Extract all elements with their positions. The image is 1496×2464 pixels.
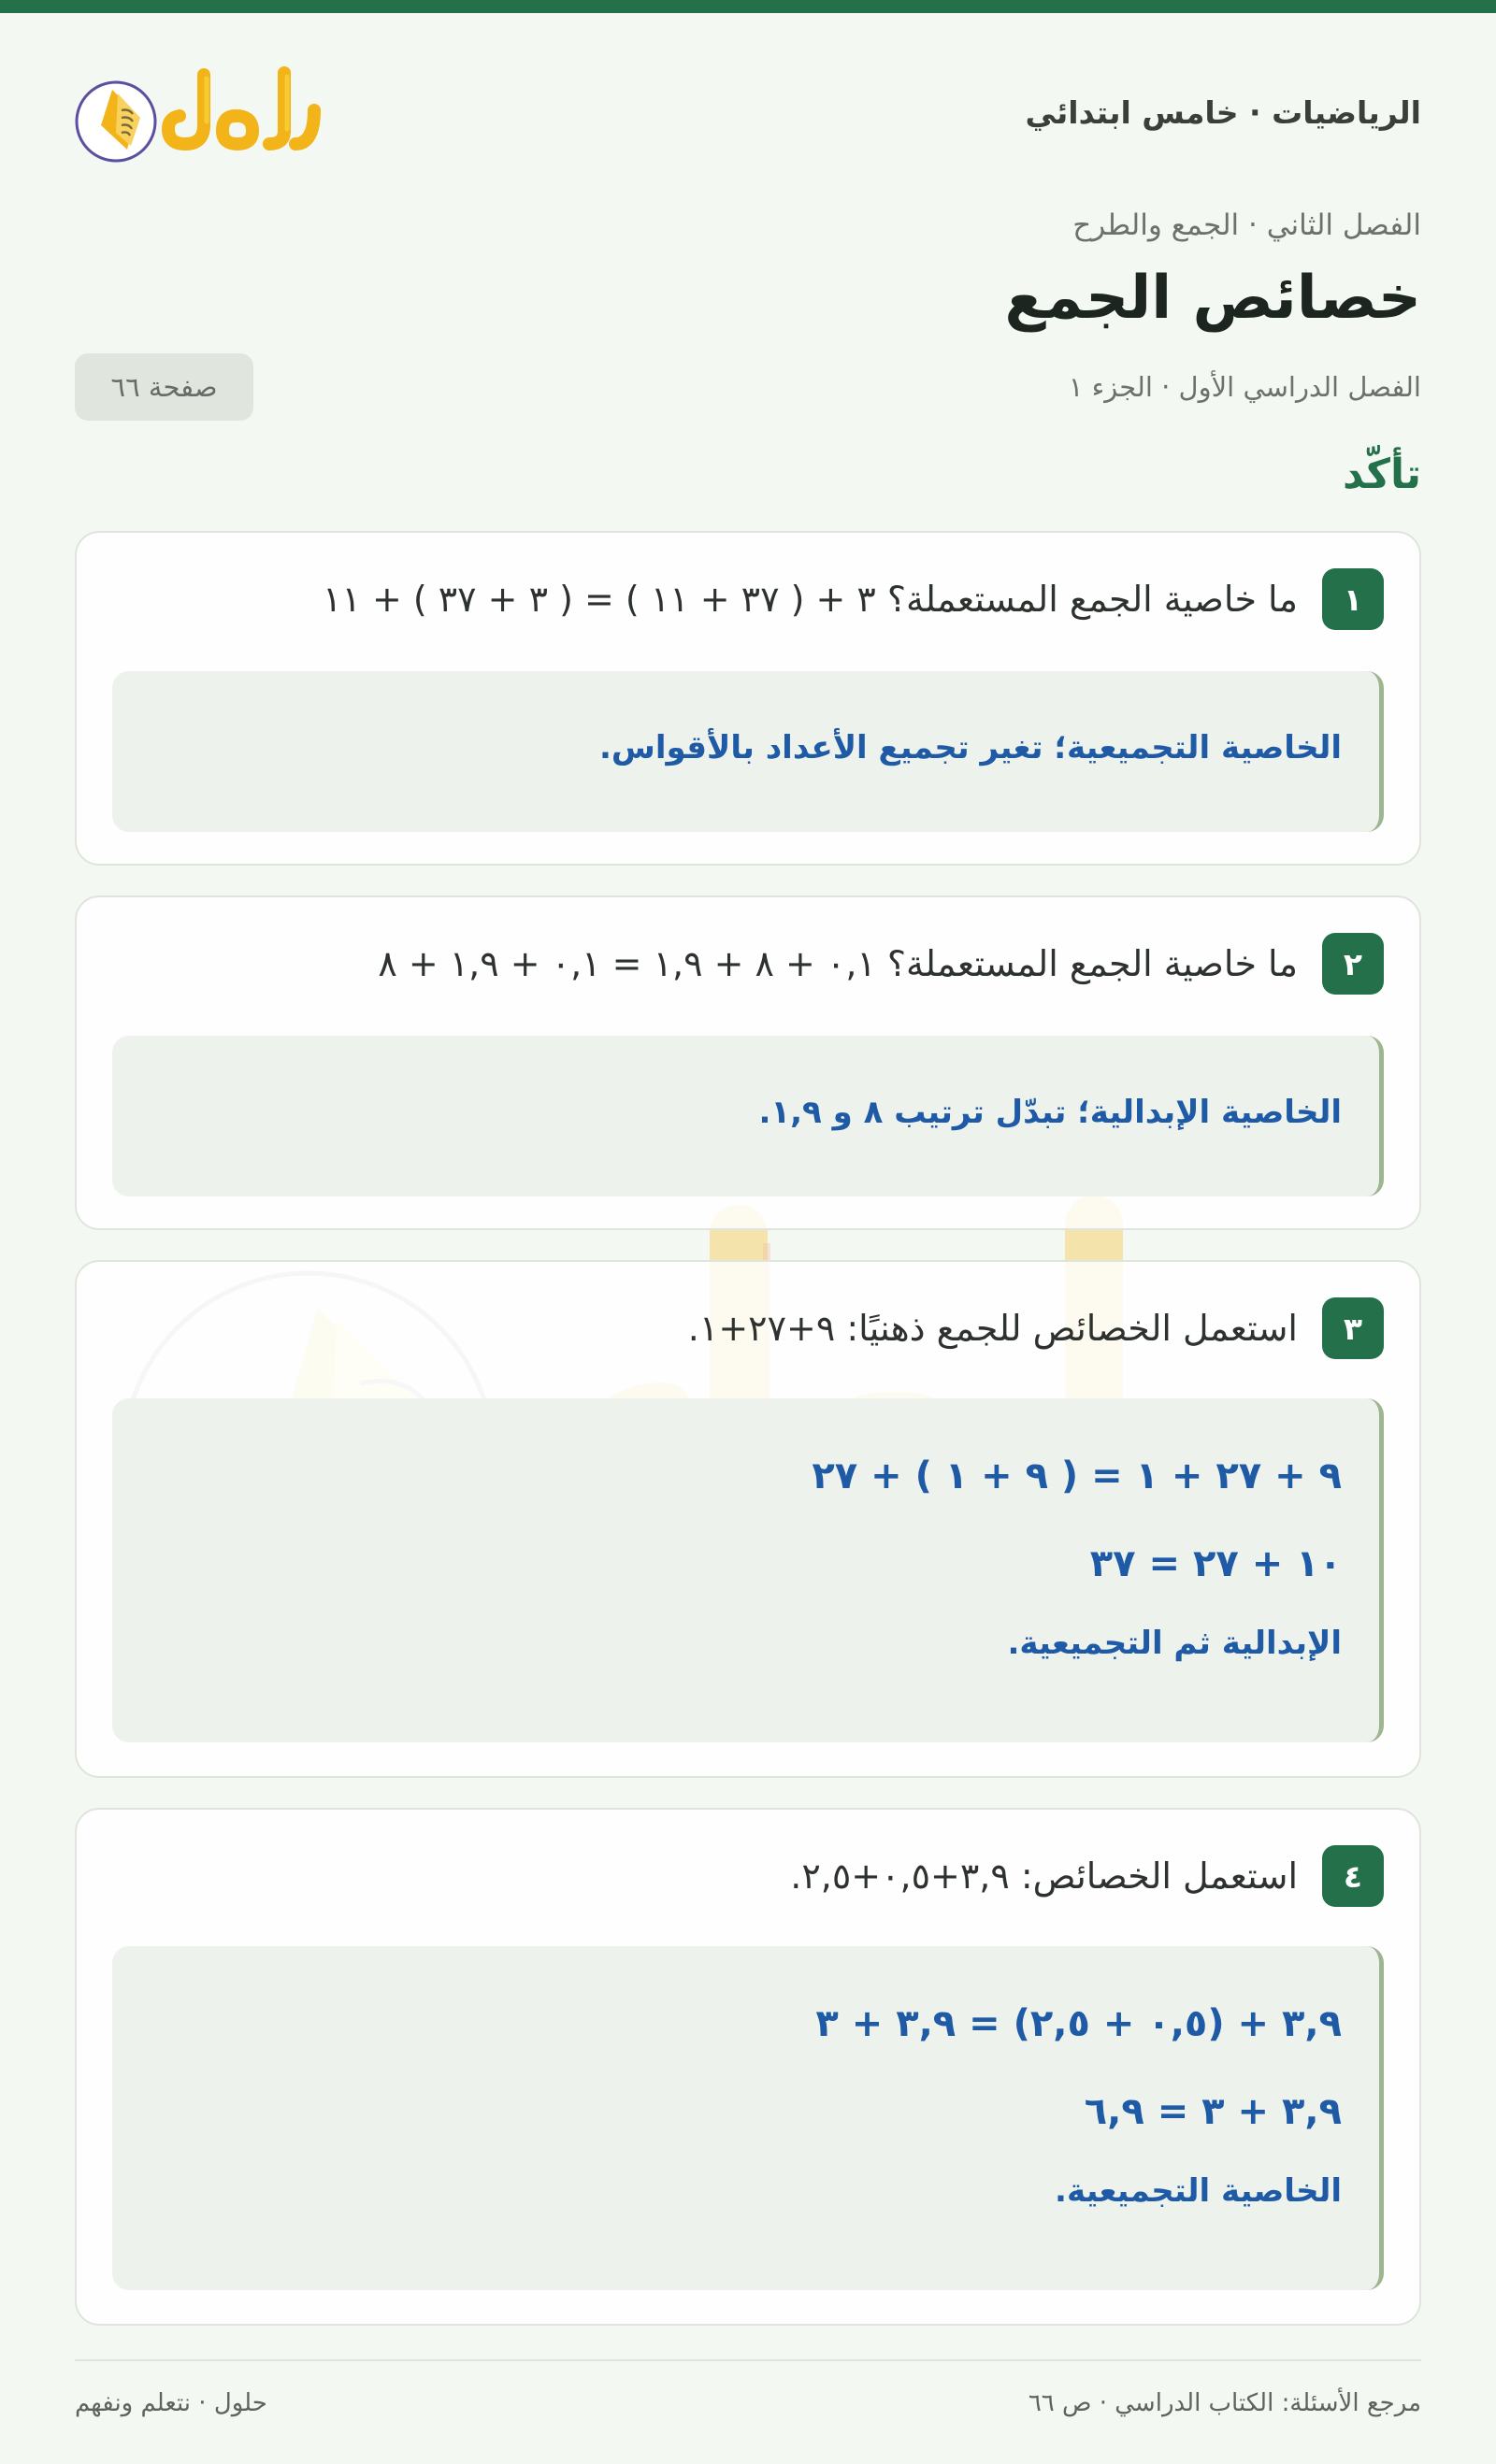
question-number-badge: ٣ (1322, 1297, 1384, 1359)
question-row (378, 933, 1384, 995)
answer-box (112, 1398, 1384, 1742)
question-card-3 (75, 1260, 1421, 1778)
question-card-1 (75, 531, 1421, 866)
footer-divider (75, 2359, 1421, 2361)
term-label: الفصل الدراسي الأول · الجزء ١ (1068, 371, 1421, 403)
subject-grade-label: الرياضيات · خامس ابتدائي (1025, 94, 1421, 131)
answer-line: ١٠ + ٢٧ = ٣٧ (1089, 1542, 1342, 1585)
answer-line: ٩ + ٢٧ + ١ = ( ٩ + ١ ) + ٢٧ (812, 1454, 1342, 1497)
answer-box (112, 1036, 1384, 1196)
question-text: استعمل الخصائص: ٣,٩+٠,٥+٢,٥. (790, 1855, 1298, 1897)
answer-line: الخاصية الإبدالية؛ تبدّل ترتيب ٨ و ١,٩. (758, 1094, 1342, 1131)
site-logo[interactable] (75, 64, 337, 166)
question-row (688, 1297, 1384, 1359)
footer-brand[interactable]: حلول · نتعلم ونفهم (75, 2389, 267, 2417)
question-number-badge: ١ (1322, 568, 1384, 630)
answer-box (112, 1946, 1384, 2290)
question-number-badge: ٢ (1322, 933, 1384, 995)
footer-source: مرجع الأسئلة: الكتاب الدراسي · ص ٦٦ (1028, 2389, 1421, 2417)
chapter-breadcrumb: الفصل الثاني · الجمع والطرح (1072, 208, 1421, 242)
question-text: ما خاصية الجمع المستعملة؟ ٣ + ( ٣٧ + ١١ ) = ( ٣ + ٣٧ ) + ١١ (323, 579, 1298, 620)
question-row (790, 1845, 1384, 1907)
answer-line: الإبدالية ثم التجميعية. (1007, 1625, 1342, 1662)
answer-line: ٣,٩ + (٠,٥ + ٢,٥) = ٣,٩ + ٣ (815, 2002, 1342, 2045)
answer-line: ٣,٩ + ٣ = ٦,٩ (1084, 2090, 1342, 2133)
question-card-2 (75, 895, 1421, 1230)
answer-box (112, 671, 1384, 832)
page-header (75, 64, 1421, 166)
page-title: خصائص الجمع (1004, 264, 1421, 333)
answer-line: الخاصية التجميعية. (1055, 2172, 1342, 2210)
question-row (323, 568, 1384, 630)
top-accent-bar (0, 0, 1496, 13)
question-card-4 (75, 1808, 1421, 2326)
page-number-badge: صفحة ٦٦ (75, 353, 253, 421)
section-heading: تأكّد (1342, 451, 1421, 498)
question-number-badge: ٤ (1322, 1845, 1384, 1907)
question-text: ما خاصية الجمع المستعملة؟ ٠,١ + ٨ + ١,٩ = ٠,١ + ١,٩ + ٨ (378, 943, 1298, 984)
answer-line: الخاصية التجميعية؛ تغير تجميع الأعداد بالأقواس. (598, 729, 1342, 766)
question-text: استعمل الخصائص للجمع ذهنيًا: ٩+٢٧+١. (687, 1308, 1298, 1349)
